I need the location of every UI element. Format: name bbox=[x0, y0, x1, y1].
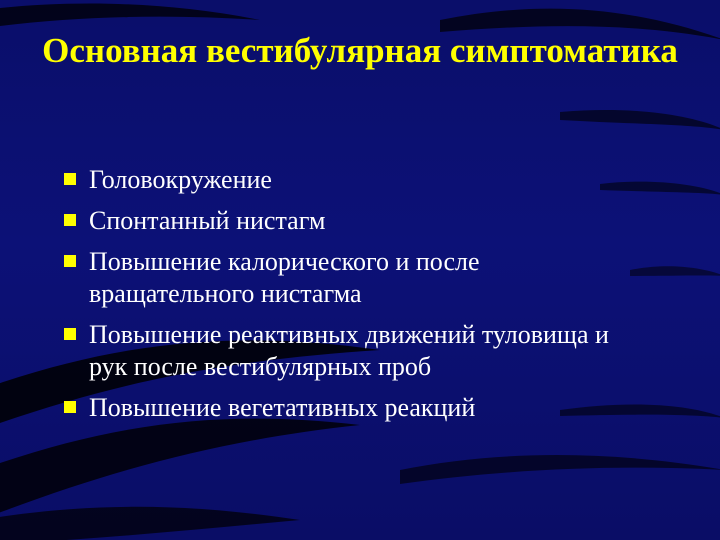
list-item bbox=[62, 164, 622, 196]
square-bullet-icon bbox=[64, 173, 76, 185]
list-item bbox=[62, 246, 622, 310]
list-item-text: Головокружение bbox=[89, 165, 272, 194]
list-item bbox=[62, 319, 622, 383]
square-bullet-icon bbox=[64, 214, 76, 226]
square-bullet-icon bbox=[64, 255, 76, 267]
slide-title: Основная вестибулярная симптоматика bbox=[42, 31, 678, 70]
square-bullet-icon bbox=[64, 328, 76, 340]
list-item-text: Повышение вегетативных реакций bbox=[89, 393, 476, 422]
list-item-text: Спонтанный нистагм bbox=[89, 206, 326, 235]
bullet-list bbox=[62, 164, 622, 433]
list-item bbox=[62, 392, 622, 424]
list-item bbox=[62, 205, 622, 237]
list-item-text: Повышение калорического и после вращательного нистагма bbox=[89, 247, 480, 308]
square-bullet-icon bbox=[64, 401, 76, 413]
list-item-text: Повышение реактивных движений туловища и рук после вестибулярных проб bbox=[89, 320, 609, 381]
